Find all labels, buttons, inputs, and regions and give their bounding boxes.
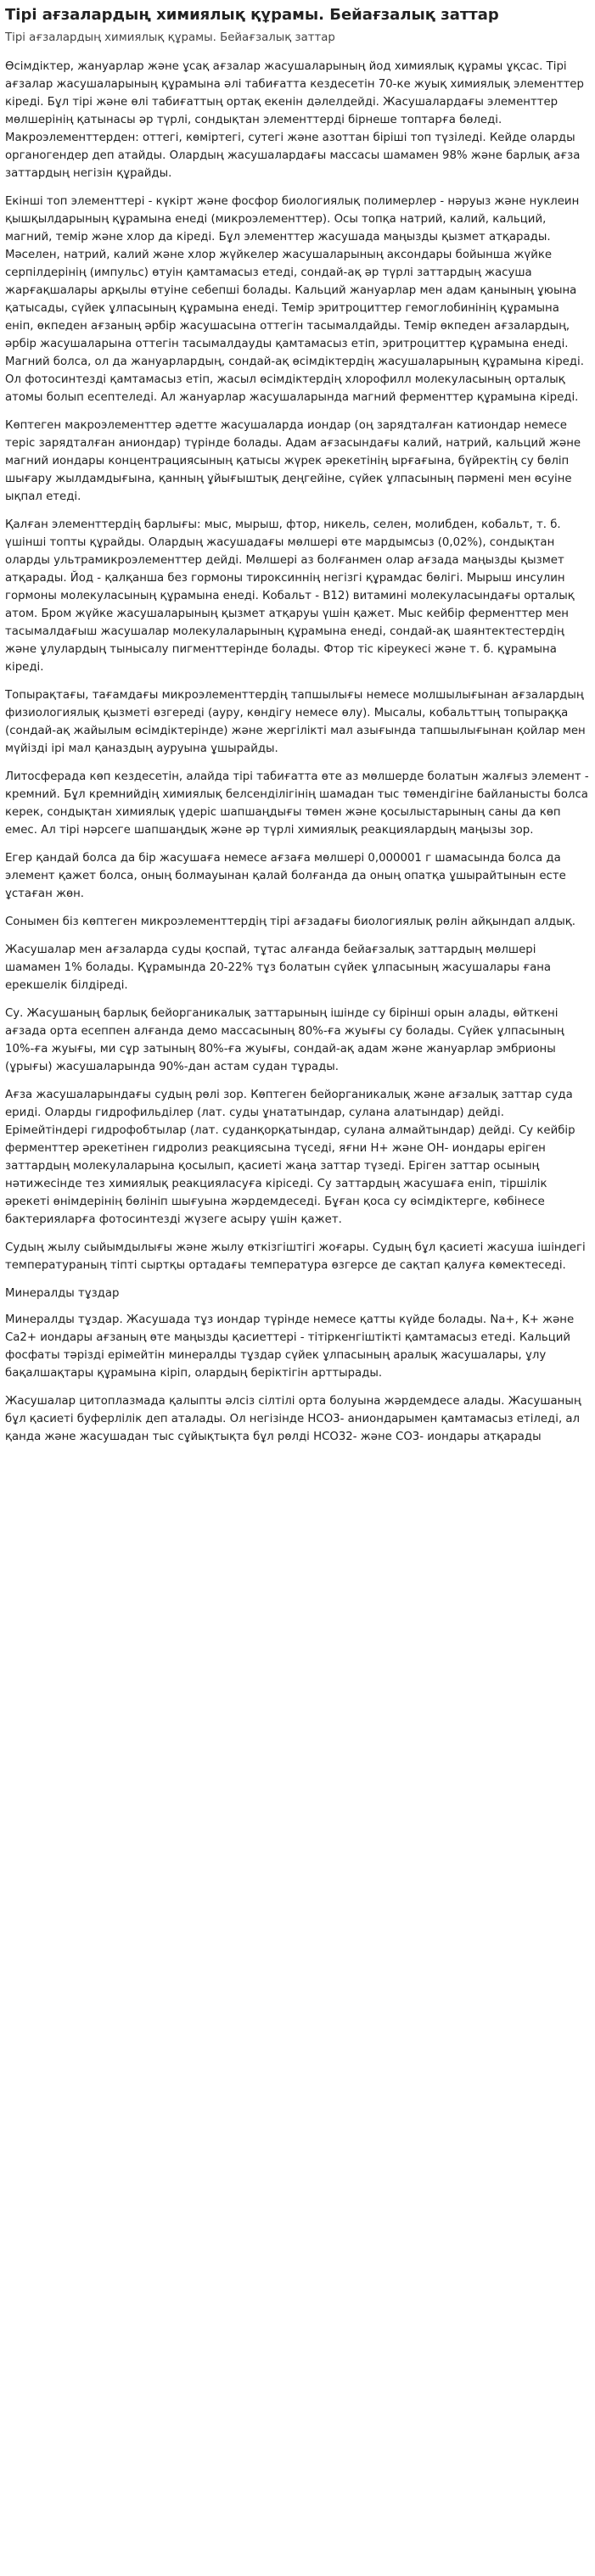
paragraph: Өсімдіктер, жануарлар және ұсақ ағзалар жасушаларының йод химиялық құрамы ұқсас. Тірі ағзалар жасушаларының құрамына әлі табиғатта кездесетін 70-ке жуық химиялық элементтер кіреді. Бұл тірі және өлі табиғаттың ортақ екенін дәлелдейді. Жасушалардағы элементтер мөлшерінің қатынасы әр түрлі, сондықтан элементтерді бірнеше топтарға бөледі. Макроэлементтерден: оттегі, көміртегі, сутегі және азоттан біріші топ түзіледі. Кейде оларды органогендер деп атайды. Олардың жасушалардағы массасы шамамен 98% және барлық ағза заттардың негізін құрайды. — [5, 60, 584, 180]
paragraph: Минералды тұздар. Жасушада тұз иондар түрінде немесе қатты күйде болады. Na+, K+ және Ca2+ иондары ағзаның өте маңызды қасиеттері - тітіркенгіштікті қамтамасыз етеді. Кальций фосфаты тәрізді ерімейтін минералды тұздар сүйек ұлпасының аралық жасушалары, ұлу бақалшақтары құрамына кіріп, олардың беріктігін арттырады. — [5, 1313, 575, 1380]
page-title: Тірі ағзалардың химиялық құрамы. Бейағзалық заттар — [5, 6, 499, 24]
article-body — [5, 58, 590, 1446]
paragraph: Жасушалар мен ағзаларда суды қоспай, тұтас алғанда бейағзалық заттардың мөлшері шамамен 1% болады. Құрамында 20-22% тұз болатын сүйек ұлпасының жасушалары ғана ерекшелік білдіреді. — [5, 944, 552, 992]
paragraph: Ағза жасушаларындағы судың рөлі зор. Көптеген бейорганикалық және ағзалық заттар суда ериді. Оларды гидрофильділер (лат. суды ұнататындар, сулана алатындар) дейді. Ерімейтіндері гидрофобтылар (лат. суданқорқатындар, сулана алмайтындар) дейді. Су кейбір ферменттер әрекетінен гидролиз реакциясына түседі, яғни Н+ және ОН- иондары еріген заттардың молекулаларына қосылып, қасиеті жаңа заттар түзеді. Еріген заттар осының нәтижесінде тез химиялық реакцияласуға кіріседі. Су заттардың жасушаға еніп, тіршілік әрекеті өнімдерінің бөлініп шығуына жәрдемдеседі. Бұған қоса су өсімдіктерге, көбінесе бактерияларға фотосинтезді жүзеге асыру үшін қажет. — [5, 1089, 575, 1226]
paragraph: Сонымен біз көптеген микроэлементтердің тірі ағзадағы биологиялық рөлін айқындап алдық. — [5, 916, 575, 928]
paragraph: Литосферада көп кездесетін, алайда тірі табиғатта өте аз мөлшерде болатын жалғыз элемент - кремний. Бұл кремнийдің химиялық белсенділігінің шамадан тыс төмендігіне байланысты болса керек, сондықтан химиялық үдеріс шапшаңдығы төмен және қосылыстарының саны да көп емес. Ал тірі нәрсеге шапшаңдық және әр түрлі химиялық реакциялардың маңызы зор. — [5, 770, 589, 837]
section-heading: Минералды тұздар — [5, 1287, 120, 1300]
paragraph: Көптеген макроэлементтер әдетте жасушаларда иондар (оң зарядталған катиондар немесе теріс зарядталған аниондар) түрінде болады. Адам ағзасындағы калий, натрий, кальций және магний иондары концентрациясының қатысы жүрек әрекетінің ырғағына, бүйректің су бөліп шығару жылдамдығына, қанның ұйығыштық деңгейіне, сүйек ұлпасының пәрмені мен өсуіне ықпал етеді. — [5, 419, 581, 503]
page-subtitle: Тірі ағзалардың химиялық құрамы. Бейағзалық заттар — [5, 31, 335, 44]
paragraph: Су. Жасушаның барлық бейорганикалық заттарының ішінде су бірінші орын алады, өйткені ағзада орта есеппен алғанда демо массасының 80%-ға жуығы су болады. Сүйек ұлпасының 10%-ға жуығы, ми сұр затының 80%-ға жуығы, сондай-ақ адам және жануарлар эмбрионы (ұрығы) жасушаларында 90%-дан астам судан тұрады. — [5, 1007, 564, 1073]
paragraph: Екінші топ элементтері - күкірт және фосфор биологиялық полимерлер - нәруыз және нуклеин қышқылдарының құрамына енеді (микроэлементтер). Осы топқа натрий, калий, кальций, магний, темір және хлор да кіреді. Бұл элементтер жасушада маңызды қызмет атқарады. Мәселен, натрий, калий және хлор жүйкелер жасушаларының аксондары бойынша жүйке серпілдерінің (импульс) өтуін қамтамасыз етеді, сондай-ақ әр түрлі заттардың жасуша жарғақшалары арқылы өтуіне себепші болады. Кальций жануарлар мен адам қанының ұюына қатысады, сүйек ұлпасының құрамына енеді. Темір эритроциттер гемоглобинінің құрамына еніп, өкпеден ағзаның әрбір жасушасына оттегін тасымалдайды. Темір өкпеден ағзалардың, әрбір жасушаларына оттегін тасымалдауды қамтамасыз етіп, эритроциттер құрамына енеді. Магний болса, ол да жануарлардың, сондай-ақ өсімдіктердің жасушаларының құрамына кіреді. Ол фотосинтезді қамтамасыз етіп, жасыл өсімдіктердің хлорофилл молекуласының орталық атомы болып есептеледі. Ал жануарлар жасушаларында магний ферменттер құрамына кіреді. — [5, 195, 584, 404]
paragraph: Қалған элементтердің барлығы: мыс, мырыш, фтор, никель, селен, молибден, кобальт, т. б. үшінші топты құрайды. Олардың жасушадағы мөлшері өте мардымсыз (0,02%), сондықтан оларды ультрамикроэлементтер дейді. Мөлшері аз болғанмен олар ағзада маңызды қызмет атқарады. Йод - қалқанша без гормоны тироксиннің негізгі құрамдас бөлігі. Мырыш инсулин гормоны молекуласының құрамына енеді. Кобальт - В12) витамині молекуласындағы орталық атом. Бром жүйке жасушаларының қызмет атқаруы үшін қажет. Мыс кейбір ферменттер мен тасымалдағыш жасушалар молекулаларының құрамына енеді, сондай-ақ шаянтектестердің және ұлулардың тынысалу пигменттерінде болады. Фтор тіс кіреукесі және т. б. құрамына кіреді. — [5, 518, 575, 674]
paragraph: Топырақтағы, тағамдағы микроэлементтердің тапшылығы немесе молшылығынан ағзалардың физиологиялық қызметі өзгереді (ауру, көндігу немесе өлу). Мысалы, кобальттың топыраққа (сондай-ақ жайылым өсімдіктерінде) және жергілікті мал азығында тапшылығынан қойлар мен мүйізді ірі мал қаназдың ауруына ұшырайды. — [5, 689, 586, 755]
paragraph: Егер қандай болса да бір жасушаға немесе ағзаға мөлшері 0,000001 г шамасында болса да элемент қажет болса, оның болмауынан қалай болғанда да оның опатқа ұшырайтынын есте ұстаған жөн. — [5, 852, 566, 900]
paragraph: Судың жылу сыйымдылығы және жылу өткізгіштігі жоғары. Судың бұл қасиеті жасуша ішіндегі температураның тіпті сыртқы ортадағы температура өзгерсе де сақтап қалуға көмектеседі. — [5, 1241, 586, 1272]
paragraph: Жасушалар цитоплазмада қалыпты әлсіз сілтілі орта болуына жәрдемдесе алады. Жасушаның бұл қасиеті буферлілік деп аталады. Ол негізінде НСО3- аниондарымен қамтамасыз етіледі, ал қанда және жасушадан тыс сұйықтықта бұл рөлді НСО32- және СО3- иондары атқарады — [5, 1395, 581, 1443]
